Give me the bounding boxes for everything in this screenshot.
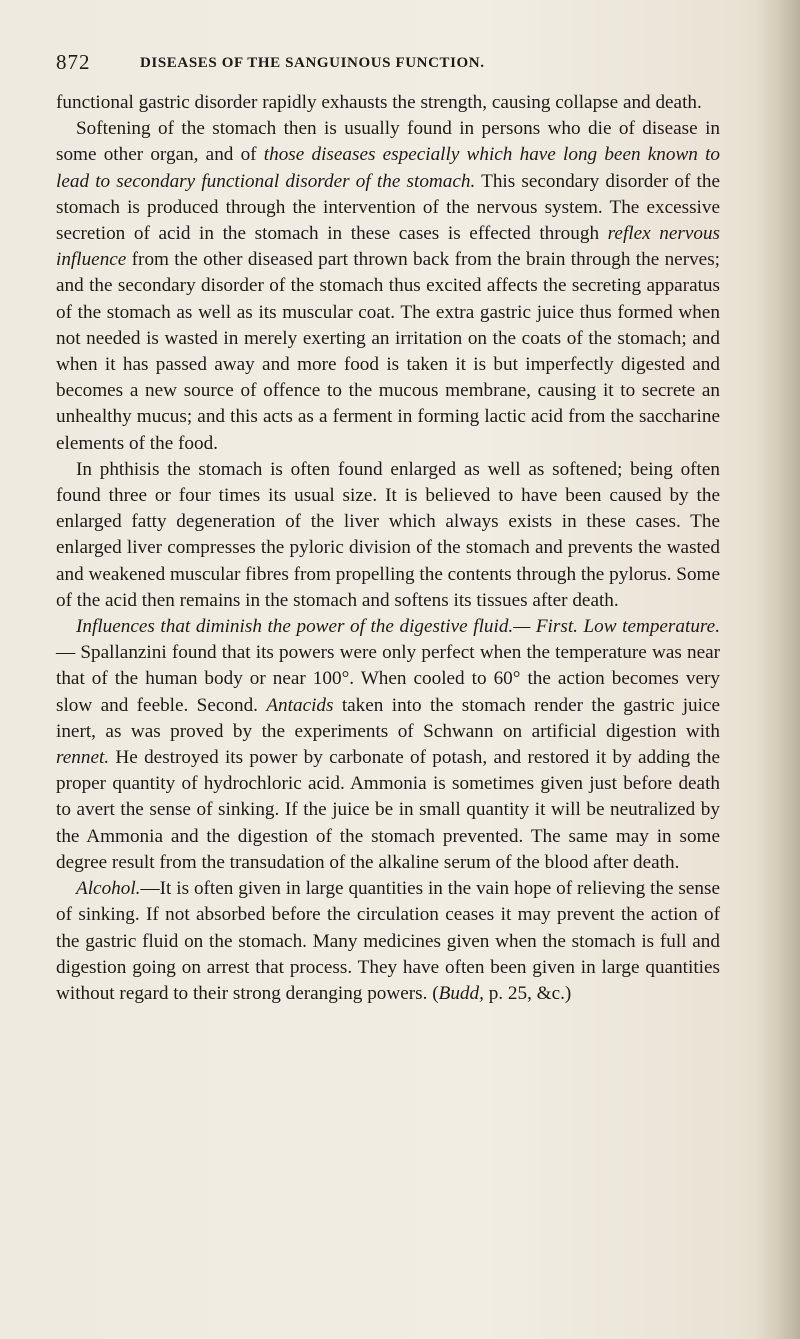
paragraph-softening bbox=[56, 116, 720, 457]
budd-citation: Budd, bbox=[438, 982, 484, 1004]
softening-text-1: Softening of the stomach then is usually found in persons who die of disease in some other organ, and of bbox=[56, 118, 720, 166]
influences-text-1: — Spallanzini found that its powers were only perfect when the temperature was near that of the human body or near 100°. When cooled to 60° the action becomes very slow and feeble. Second. bbox=[56, 642, 720, 716]
body-text bbox=[56, 90, 720, 1007]
rennet-term: rennet. bbox=[56, 747, 110, 769]
softening-text-3: from the other diseased part thrown back from the brain through the nerves; and the secondary disorder of the stomach thus excited affects the secreting apparatus of the stomach as well as its muscular coat. The extra gastric juice thus formed when not needed is wasted in merely exerting an irritation on the coats of the stomach; and when it has passed away and more food is taken it is but imperfectly digested and becomes a new source of offence to the mucous membrane, causing it to secrete an unhealthy mucus; and this acts as a ferment in forming lactic acid from the saccharine elements of the food. bbox=[56, 249, 720, 454]
softening-italic-1: those diseases especially which have long been known to lead to secondary functional disorder of the stomach. bbox=[56, 144, 720, 192]
paragraph-1-text: functional gastric disorder rapidly exhausts the strength, causing collapse and death. bbox=[56, 92, 702, 113]
antacids-term: Antacids bbox=[266, 694, 334, 716]
running-head: DISEASES OF THE SANGUINOUS FUNCTION. bbox=[140, 55, 485, 71]
page-edge-shadow bbox=[756, 0, 800, 1339]
alcohol-heading: Alcohol. bbox=[76, 878, 141, 900]
influences-heading: Influences that diminish the power of the digestive fluid.— First. Low temperature. bbox=[76, 616, 720, 638]
page-number: 872 bbox=[56, 50, 91, 74]
softening-italic-2: reflex nervous influence bbox=[56, 223, 721, 271]
influences-text-3: He destroyed its power by carbonate of potash, and restored it by adding the proper quantity of hydrochloric acid. Ammonia is sometimes given just before death to avert the sense of sinking. If the juice be in small quantity it will be neutralized by the Ammonia and the digestion of the stomach prevented. The same may in some degree result from the transudation of the alkaline serum of the blood after death. bbox=[56, 747, 720, 873]
paragraph-influences bbox=[56, 614, 720, 876]
paragraph-alcohol bbox=[56, 876, 720, 1007]
paragraph-1 bbox=[56, 90, 720, 116]
paragraph-phthisis bbox=[56, 457, 720, 614]
alcohol-text-1: —It is often given in large quantities in the vain hope of relieving the sense of sinking. If not absorbed before the circulation ceases it may prevent the action of the gastric fluid on the stomach. Many medicines given when the stomach is full and digestion going on arrest that process. They have often been given in large quantities without regard to their strong deranging powers. ( bbox=[56, 878, 720, 1004]
phthisis-text: In phthisis the stomach is often found enlarged as well as softened; being often found three or four times its usual size. It is believed to have been caused by the enlarged fatty degeneration of the liver which always exists in these cases. The enlarged liver compresses the pyloric division of the stomach and prevents the wasted and weakened muscular fibres from propelling the contents through the pylorus. Some of the acid then remains in the stomach and softens its tissues after death. bbox=[56, 458, 720, 611]
alcohol-text-2: p. 25, &c.) bbox=[483, 982, 572, 1004]
page-header bbox=[56, 50, 716, 86]
influences-text-2: taken into the stomach render the gastric juice inert, as was proved by the experiments of Schwann on artificial digestion with bbox=[56, 694, 720, 742]
softening-text-2: This secondary disorder of the stomach is produced through the intervention of the nervous system. The excessive secretion of acid in the stomach in these cases is effected through bbox=[56, 170, 720, 245]
